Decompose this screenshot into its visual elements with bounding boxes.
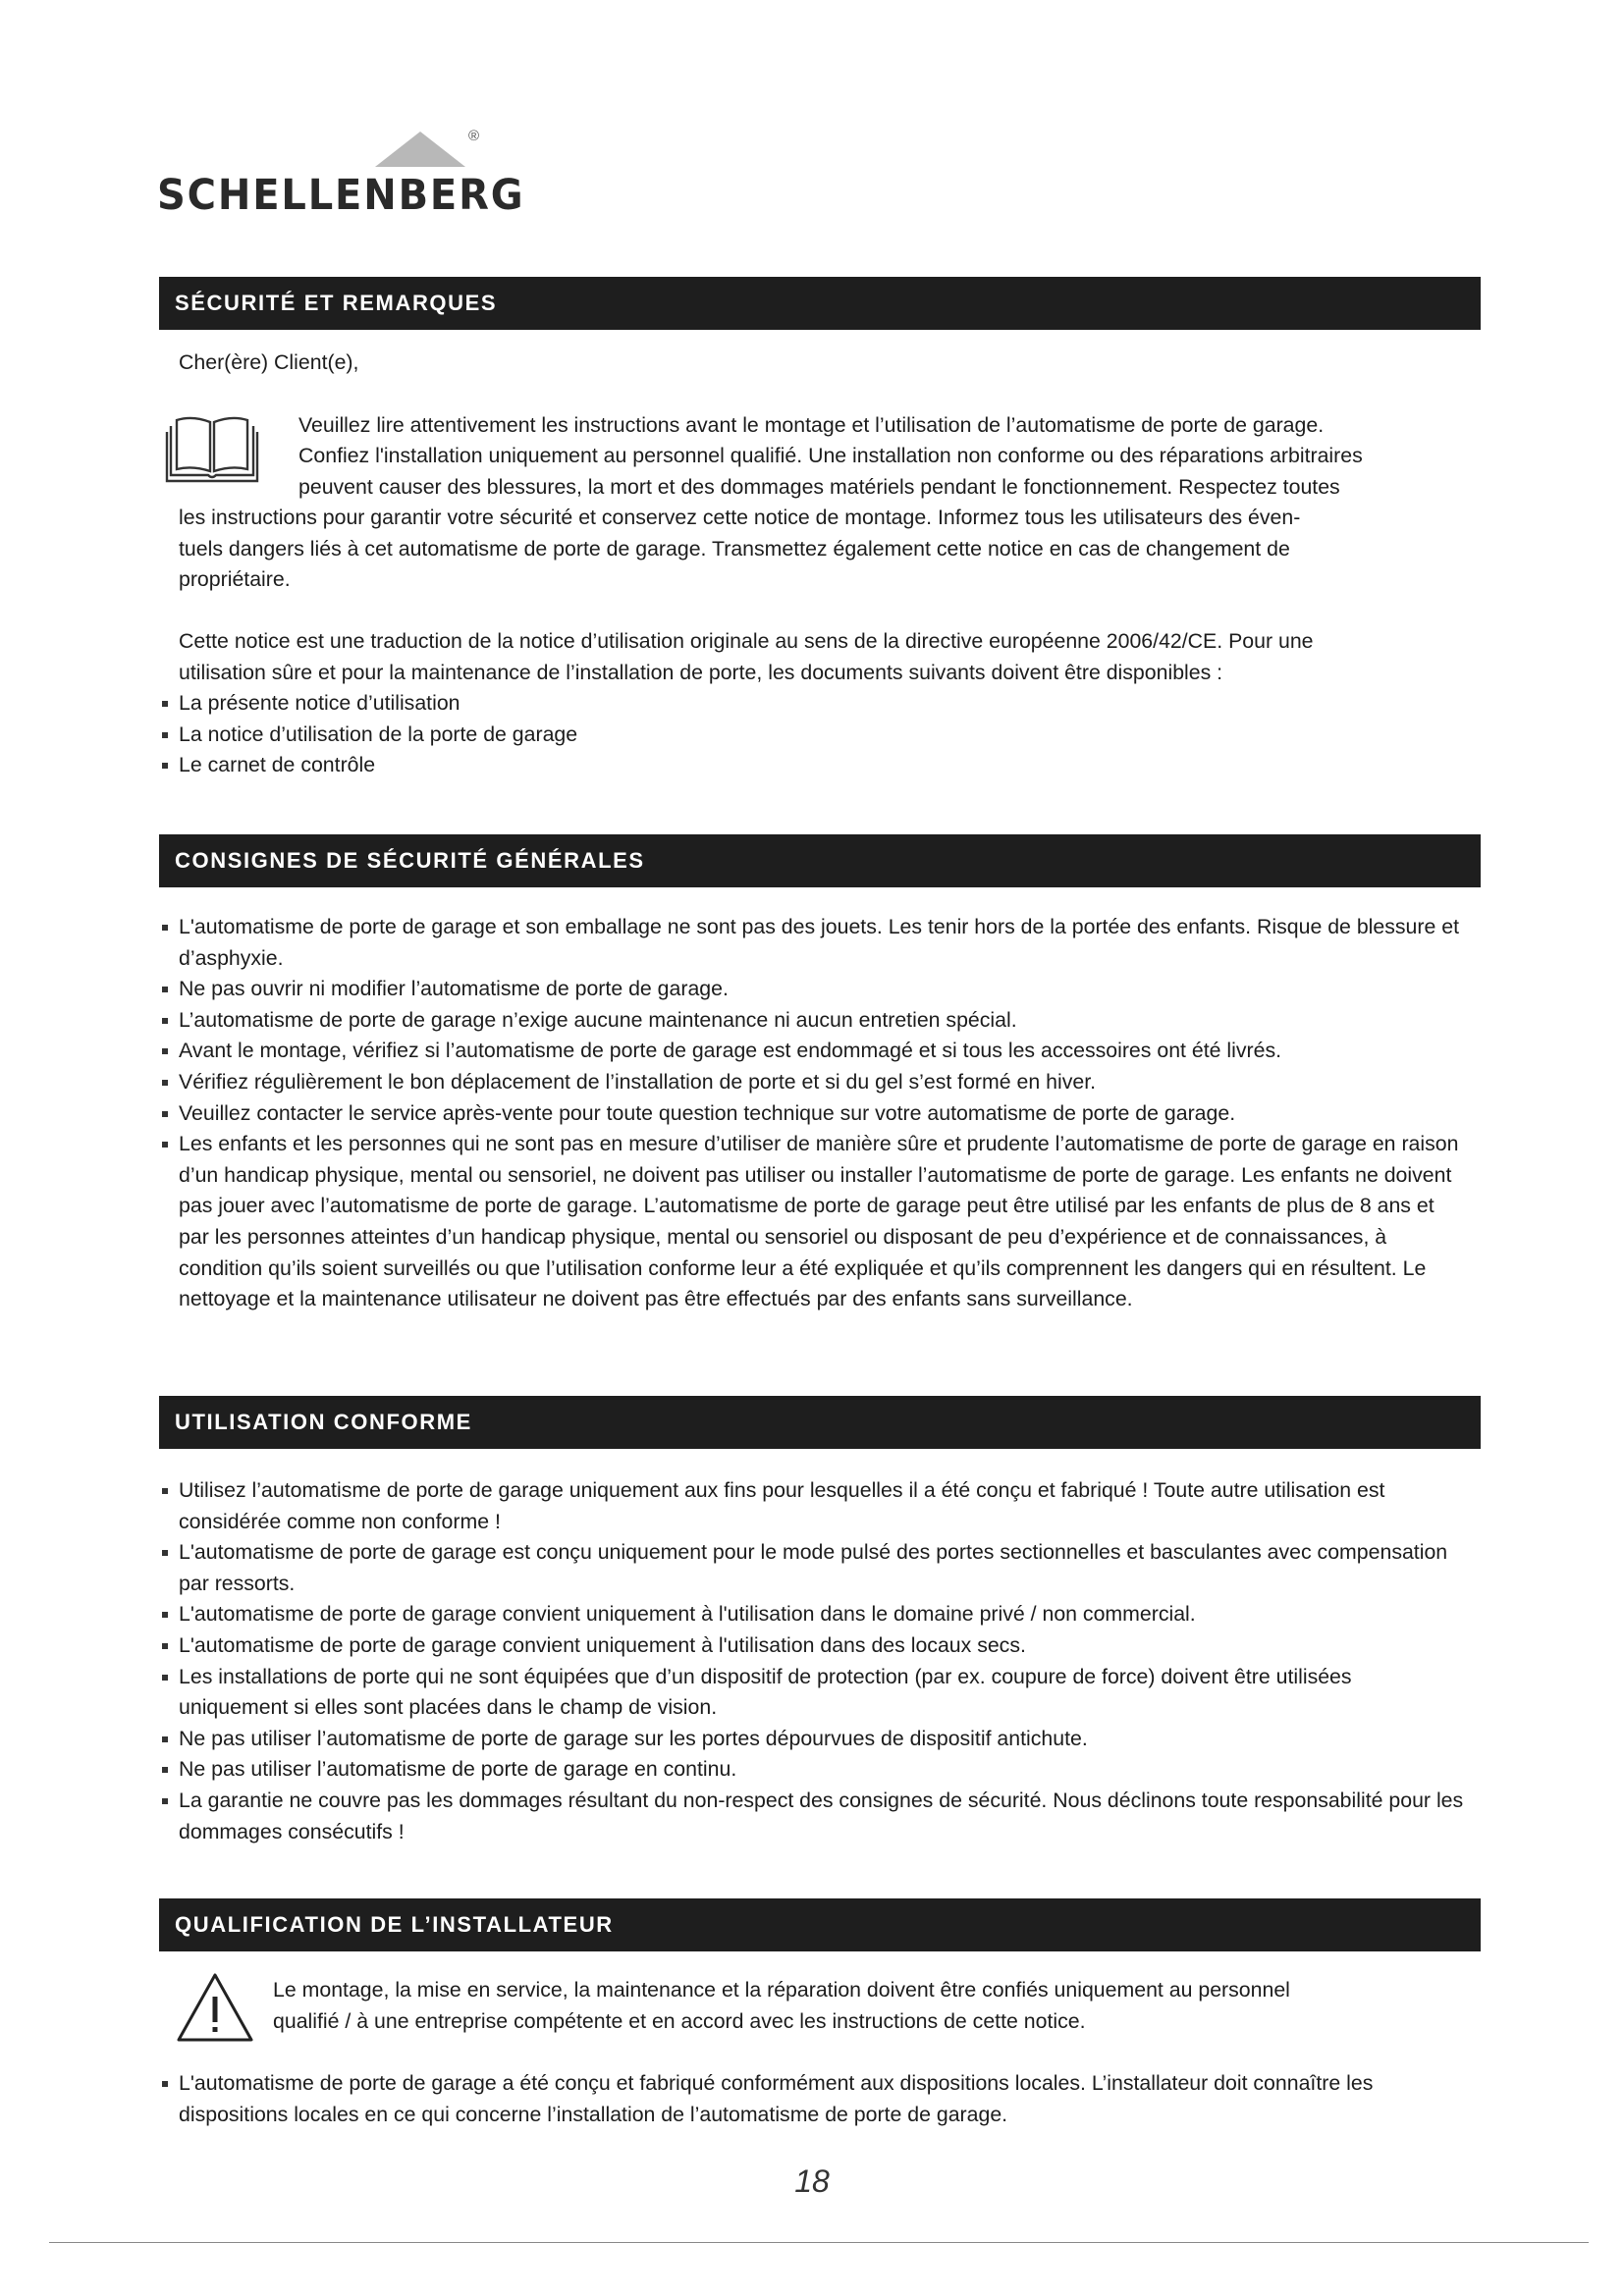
warning-line: qualifié / à une entreprise compétente et en accord avec les instructions de cette notice.	[273, 2009, 1086, 2033]
list-item: Ne pas utiliser l’automatisme de porte de garage en continu.	[159, 1754, 1465, 1786]
warning-line: Le montage, la mise en service, la maintenance et la réparation doivent être confiés uniquement au personnel	[273, 1978, 1290, 2002]
roof-logo-icon	[375, 132, 465, 167]
list-item: Ne pas ouvrir ni modifier l’automatisme de porte de garage.	[159, 974, 1465, 1005]
section-title-qualification: QUALIFICATION DE L’INSTALLATEUR	[159, 1898, 1481, 1951]
list-item: Avant le montage, vérifiez si l’automatisme de porte de garage est endommagé et si tous les accessoires ont été livrés.	[159, 1036, 1465, 1067]
list-item: Les enfants et les personnes qui ne sont pas en mesure d’utiliser de manière sûre et prudente l’automatisme de porte de garage en raison d’un handicap physique, mental ou sensoriel, ne doivent pas utiliser ou installer l’automatisme de porte de garage. Les enfants ne doivent pas jouer avec l’automatisme de porte de garage. L’automatisme de porte de garage peut être utilisé par les enfants de plus de 8 ans et par les personnes atteintes d’un handicap physique, mental ou sensoriel ou disposant de peu d’expérience et de connaissances, à condition qu’ils soient surveillés ou que l’utilisation conforme leur a été expliquée et qu’ils comprennent les dangers qui en résultent. Le nettoyage et la maintenance utilisateur ne doivent pas être effectués par des enfants sans surveillance.	[159, 1129, 1465, 1315]
list-item: Utilisez l’automatisme de porte de garage uniquement aux fins pour lesquelles il a été conçu et fabriqué ! Toute autre utilisation est considérée comme non conforme !	[159, 1475, 1465, 1537]
list-item: L'automatisme de porte de garage convient uniquement à l'utilisation dans des locaux secs.	[159, 1630, 1465, 1662]
section-title-usage: UTILISATION CONFORME	[159, 1396, 1481, 1449]
intro-line: Confiez l'installation uniquement au personnel qualifié. Une installation non conforme ou des réparations arbitraires	[298, 444, 1363, 467]
list-item: L'automatisme de porte de garage convient uniquement à l'utilisation dans le domaine privé / non commercial.	[159, 1599, 1465, 1630]
list-item: Veuillez contacter le service après-vente pour toute question technique sur votre automatisme de porte de garage.	[159, 1098, 1465, 1130]
required-documents-list	[159, 688, 1481, 781]
registered-mark: ®	[468, 128, 480, 144]
directive-line: Cette notice est une traduction de la notice d’utilisation originale au sens de la directive européenne 2006/42/CE. Pour une	[179, 629, 1314, 653]
book-icon	[161, 410, 263, 485]
footer-divider	[49, 2242, 1589, 2243]
warning-triangle-icon	[173, 1969, 257, 2046]
list-item: L'automatisme de porte de garage a été conçu et fabriqué conformément aux dispositions locales. L’installateur doit connaître les dispositions locales en ce qui concerne l’installation de l’automatisme de porte de garage.	[159, 2068, 1465, 2130]
list-item: Les installations de porte qui ne sont équipées que d’un dispositif de protection (par ex. coupure de force) doivent être utilisées uniquement si elles sont placées dans le champ de vision.	[159, 1662, 1465, 1724]
list-item: L'automatisme de porte de garage est conçu uniquement pour le mode pulsé des portes sectionnelles et basculantes avec compensation par ressorts.	[159, 1537, 1465, 1599]
usage-list	[159, 1475, 1465, 1847]
brand-name: SCHELLENBERG	[157, 171, 525, 220]
section-title-general: CONSIGNES DE SÉCURITÉ GÉNÉRALES	[159, 834, 1481, 887]
intro-line: Veuillez lire attentivement les instructions avant le montage et l’utilisation de l’automatisme de porte de garage.	[298, 413, 1325, 437]
list-item: L’automatisme de porte de garage n’exige aucune maintenance ni aucun entretien spécial.	[159, 1005, 1465, 1037]
list-item: La présente notice d’utilisation	[159, 688, 1481, 720]
list-item: La garantie ne couvre pas les dommages résultant du non-respect des consignes de sécurité. Nous déclinons toute responsabilité pour les dommages consécutifs !	[159, 1786, 1465, 1847]
intro-line: propriétaire.	[179, 567, 291, 591]
list-item: Ne pas utiliser l’automatisme de porte de garage sur les portes dépourvues de dispositif antichute.	[159, 1724, 1465, 1755]
directive-line: utilisation sûre et pour la maintenance de l’installation de porte, les documents suivants doivent être disponibles :	[179, 661, 1223, 684]
qualification-list	[159, 2068, 1465, 2130]
list-item: Le carnet de contrôle	[159, 750, 1481, 781]
intro-line: les instructions pour garantir votre sécurité et conservez cette notice de montage. Informez tous les utilisateurs des éven-	[179, 506, 1301, 529]
list-item: Vérifiez régulièrement le bon déplacement de l’installation de porte et si du gel s’est formé en hiver.	[159, 1067, 1465, 1098]
page-number: 18	[794, 2163, 830, 2199]
section-title-security: SÉCURITÉ ET REMARQUES	[159, 277, 1481, 330]
general-safety-list	[159, 912, 1465, 1315]
intro-line: peuvent causer des blessures, la mort et des dommages matériels pendant le fonctionnement. Respectez toutes	[298, 475, 1340, 499]
brand-logo	[157, 128, 525, 226]
list-item: La notice d’utilisation de la porte de garage	[159, 720, 1481, 751]
intro-line: tuels dangers liés à cet automatisme de porte de garage. Transmettez également cette notice en cas de changement de	[179, 537, 1290, 561]
greeting: Cher(ère) Client(e),	[179, 350, 359, 374]
list-item: L'automatisme de porte de garage et son emballage ne sont pas des jouets. Les tenir hors de la portée des enfants. Risque de blessure et d’asphyxie.	[159, 912, 1465, 974]
